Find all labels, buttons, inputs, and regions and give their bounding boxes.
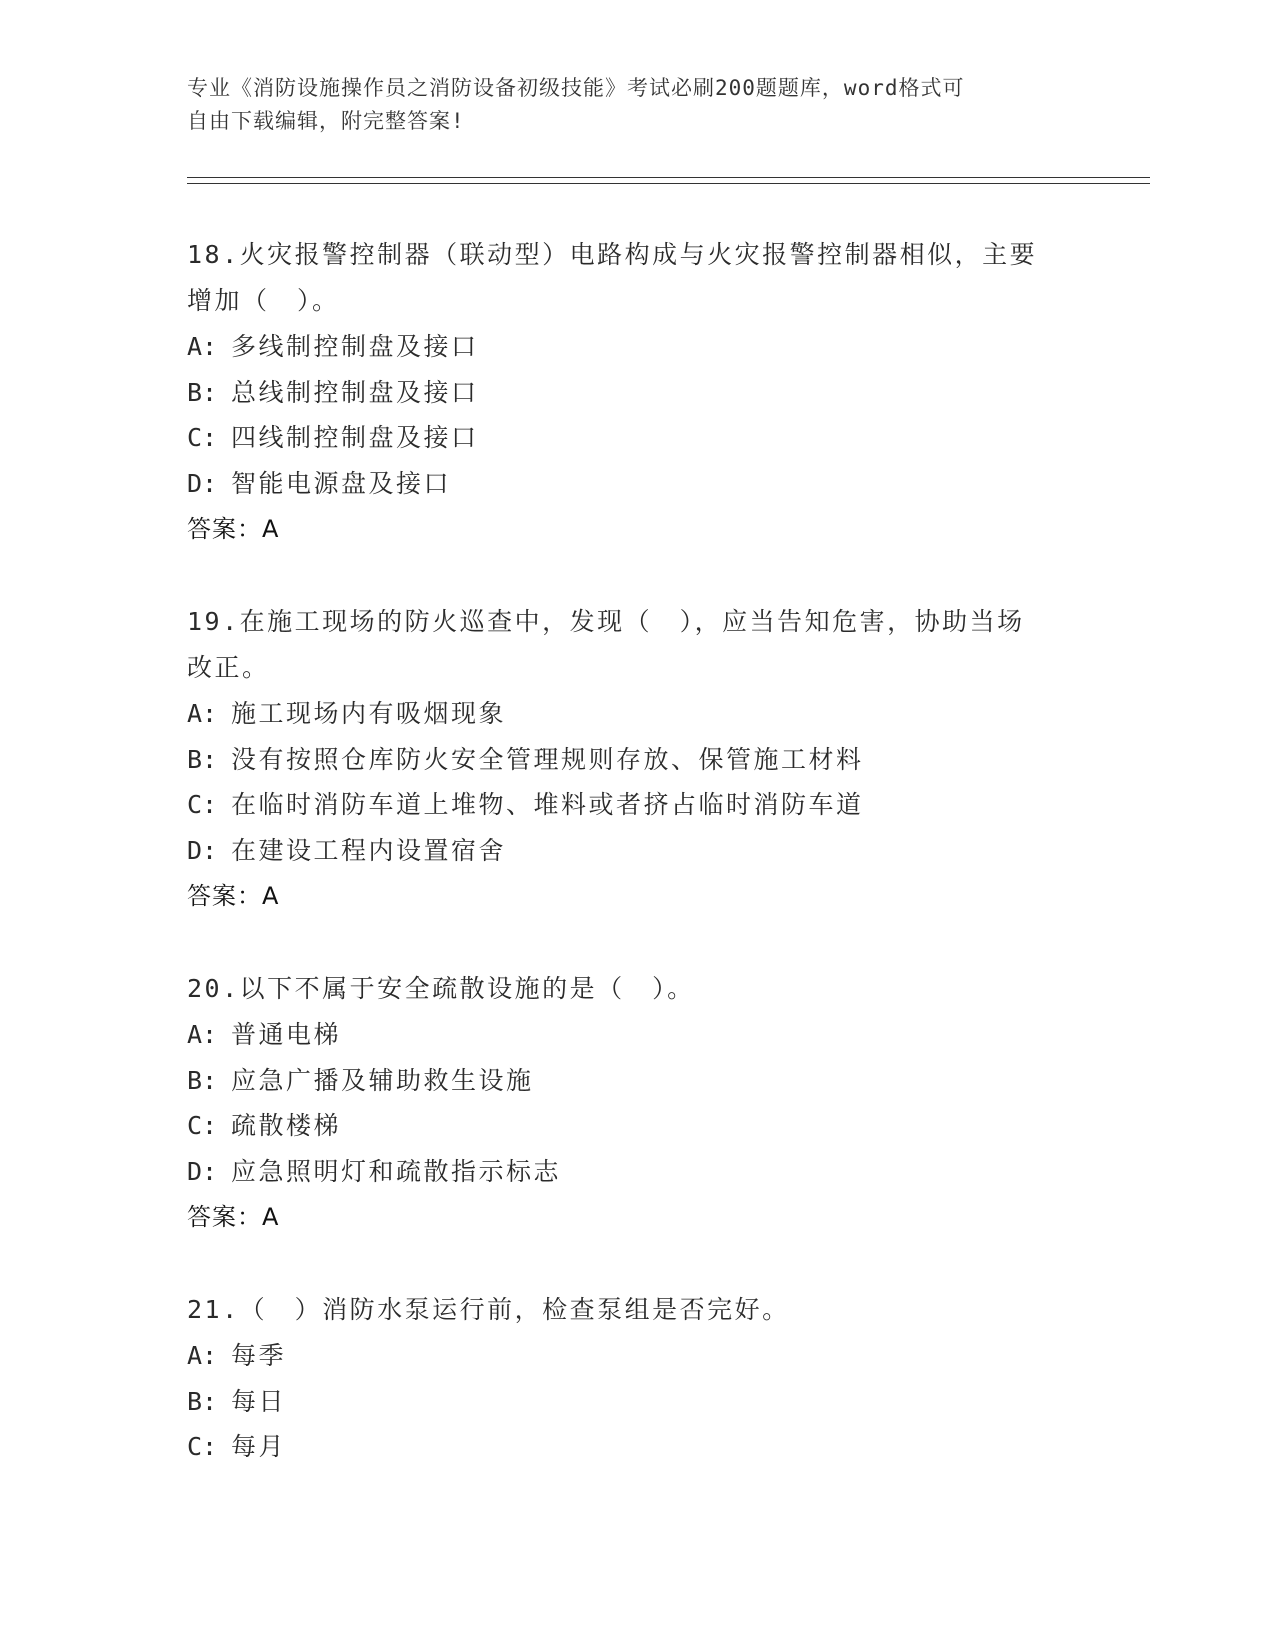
answer-label: 答案： <box>187 1203 262 1231</box>
option-key: A: <box>187 332 218 361</box>
answer-value: A <box>262 882 279 910</box>
option-key: A: <box>187 699 218 728</box>
header-line-2: 自由下载编辑，附完整答案! <box>187 109 465 133</box>
question-stem <box>187 966 1067 1012</box>
question-stem-line: 增加（ ）。 <box>187 286 340 315</box>
option-text: 在建设工程内设置宿舍 <box>231 835 507 865</box>
option-a <box>187 1333 1067 1379</box>
option-key: D: <box>187 1156 218 1186</box>
option-key: C: <box>187 423 218 452</box>
option-b <box>187 1379 1067 1425</box>
question-stem <box>187 599 1067 691</box>
option-b <box>187 1058 1067 1104</box>
option-key: A: <box>187 1341 218 1370</box>
option-text: 应急照明灯和疏散指示标志 <box>231 1156 562 1186</box>
option-b <box>187 737 1067 783</box>
answer-label: 答案： <box>187 515 262 543</box>
option-key: D: <box>187 835 218 865</box>
option-text: 智能电源盘及接口 <box>231 468 452 498</box>
option-d <box>187 1149 1067 1195</box>
option-text: 多线制控制盘及接口 <box>231 332 479 361</box>
option-b <box>187 370 1067 416</box>
answer-line <box>187 873 1067 919</box>
option-text: 普通电梯 <box>231 1020 342 1049</box>
answer-line <box>187 506 1067 552</box>
question-stem-line: 20.以下不属于安全疏散设施的是（ ）。 <box>187 974 695 1003</box>
option-key: D: <box>187 468 218 498</box>
document-header <box>187 72 1067 138</box>
question-stem <box>187 232 1067 324</box>
option-c <box>187 782 1067 828</box>
option-c <box>187 1424 1067 1470</box>
option-text: 应急广播及辅助救生设施 <box>231 1065 534 1095</box>
option-a <box>187 324 1067 370</box>
option-key: B: <box>187 377 218 407</box>
option-c <box>187 1103 1067 1149</box>
header-divider-bottom <box>187 183 1150 184</box>
option-d <box>187 461 1067 507</box>
question-stem-line: 19.在施工现场的防火巡查中，发现（ ），应当告知危害，协助当场 <box>187 607 1025 636</box>
option-text: 每月 <box>231 1432 287 1461</box>
option-text: 每日 <box>231 1386 287 1416</box>
option-a <box>187 691 1067 737</box>
option-text: 施工现场内有吸烟现象 <box>231 699 507 728</box>
question-20 <box>187 966 1067 1240</box>
question-stem <box>187 1287 1067 1333</box>
answer-value: A <box>262 1203 279 1231</box>
option-a <box>187 1012 1067 1058</box>
question-18 <box>187 232 1067 552</box>
option-key: B: <box>187 1386 218 1416</box>
answer-value: A <box>262 515 279 543</box>
option-key: C: <box>187 790 218 819</box>
header-divider-top <box>187 177 1150 178</box>
option-text: 总线制控制盘及接口 <box>231 377 479 407</box>
question-stem-line: 改正。 <box>187 653 270 682</box>
option-text: 没有按照仓库防火安全管理规则存放、保管施工材料 <box>231 744 864 774</box>
question-21 <box>187 1287 1067 1470</box>
question-list <box>187 232 1067 1517</box>
option-d <box>187 828 1067 874</box>
option-key: A: <box>187 1020 218 1049</box>
option-key: C: <box>187 1432 218 1461</box>
option-key: B: <box>187 1065 218 1095</box>
option-key: C: <box>187 1111 218 1140</box>
question-19 <box>187 599 1067 919</box>
option-text: 在临时消防车道上堆物、堆料或者挤占临时消防车道 <box>231 790 864 819</box>
answer-label: 答案： <box>187 882 262 910</box>
option-text: 四线制控制盘及接口 <box>231 423 479 452</box>
option-c <box>187 415 1067 461</box>
option-key: B: <box>187 744 218 774</box>
question-stem-line: 18.火灾报警控制器（联动型）电路构成与火灾报警控制器相似，主要 <box>187 240 1038 269</box>
question-stem-line: 21.（ ）消防水泵运行前，检查泵组是否完好。 <box>187 1295 790 1324</box>
option-text: 每季 <box>231 1341 287 1370</box>
option-text: 疏散楼梯 <box>231 1111 342 1140</box>
answer-line <box>187 1194 1067 1240</box>
header-line-1: 专业《消防设施操作员之消防设备初级技能》考试必刷200题题库，word格式可 <box>187 76 965 100</box>
